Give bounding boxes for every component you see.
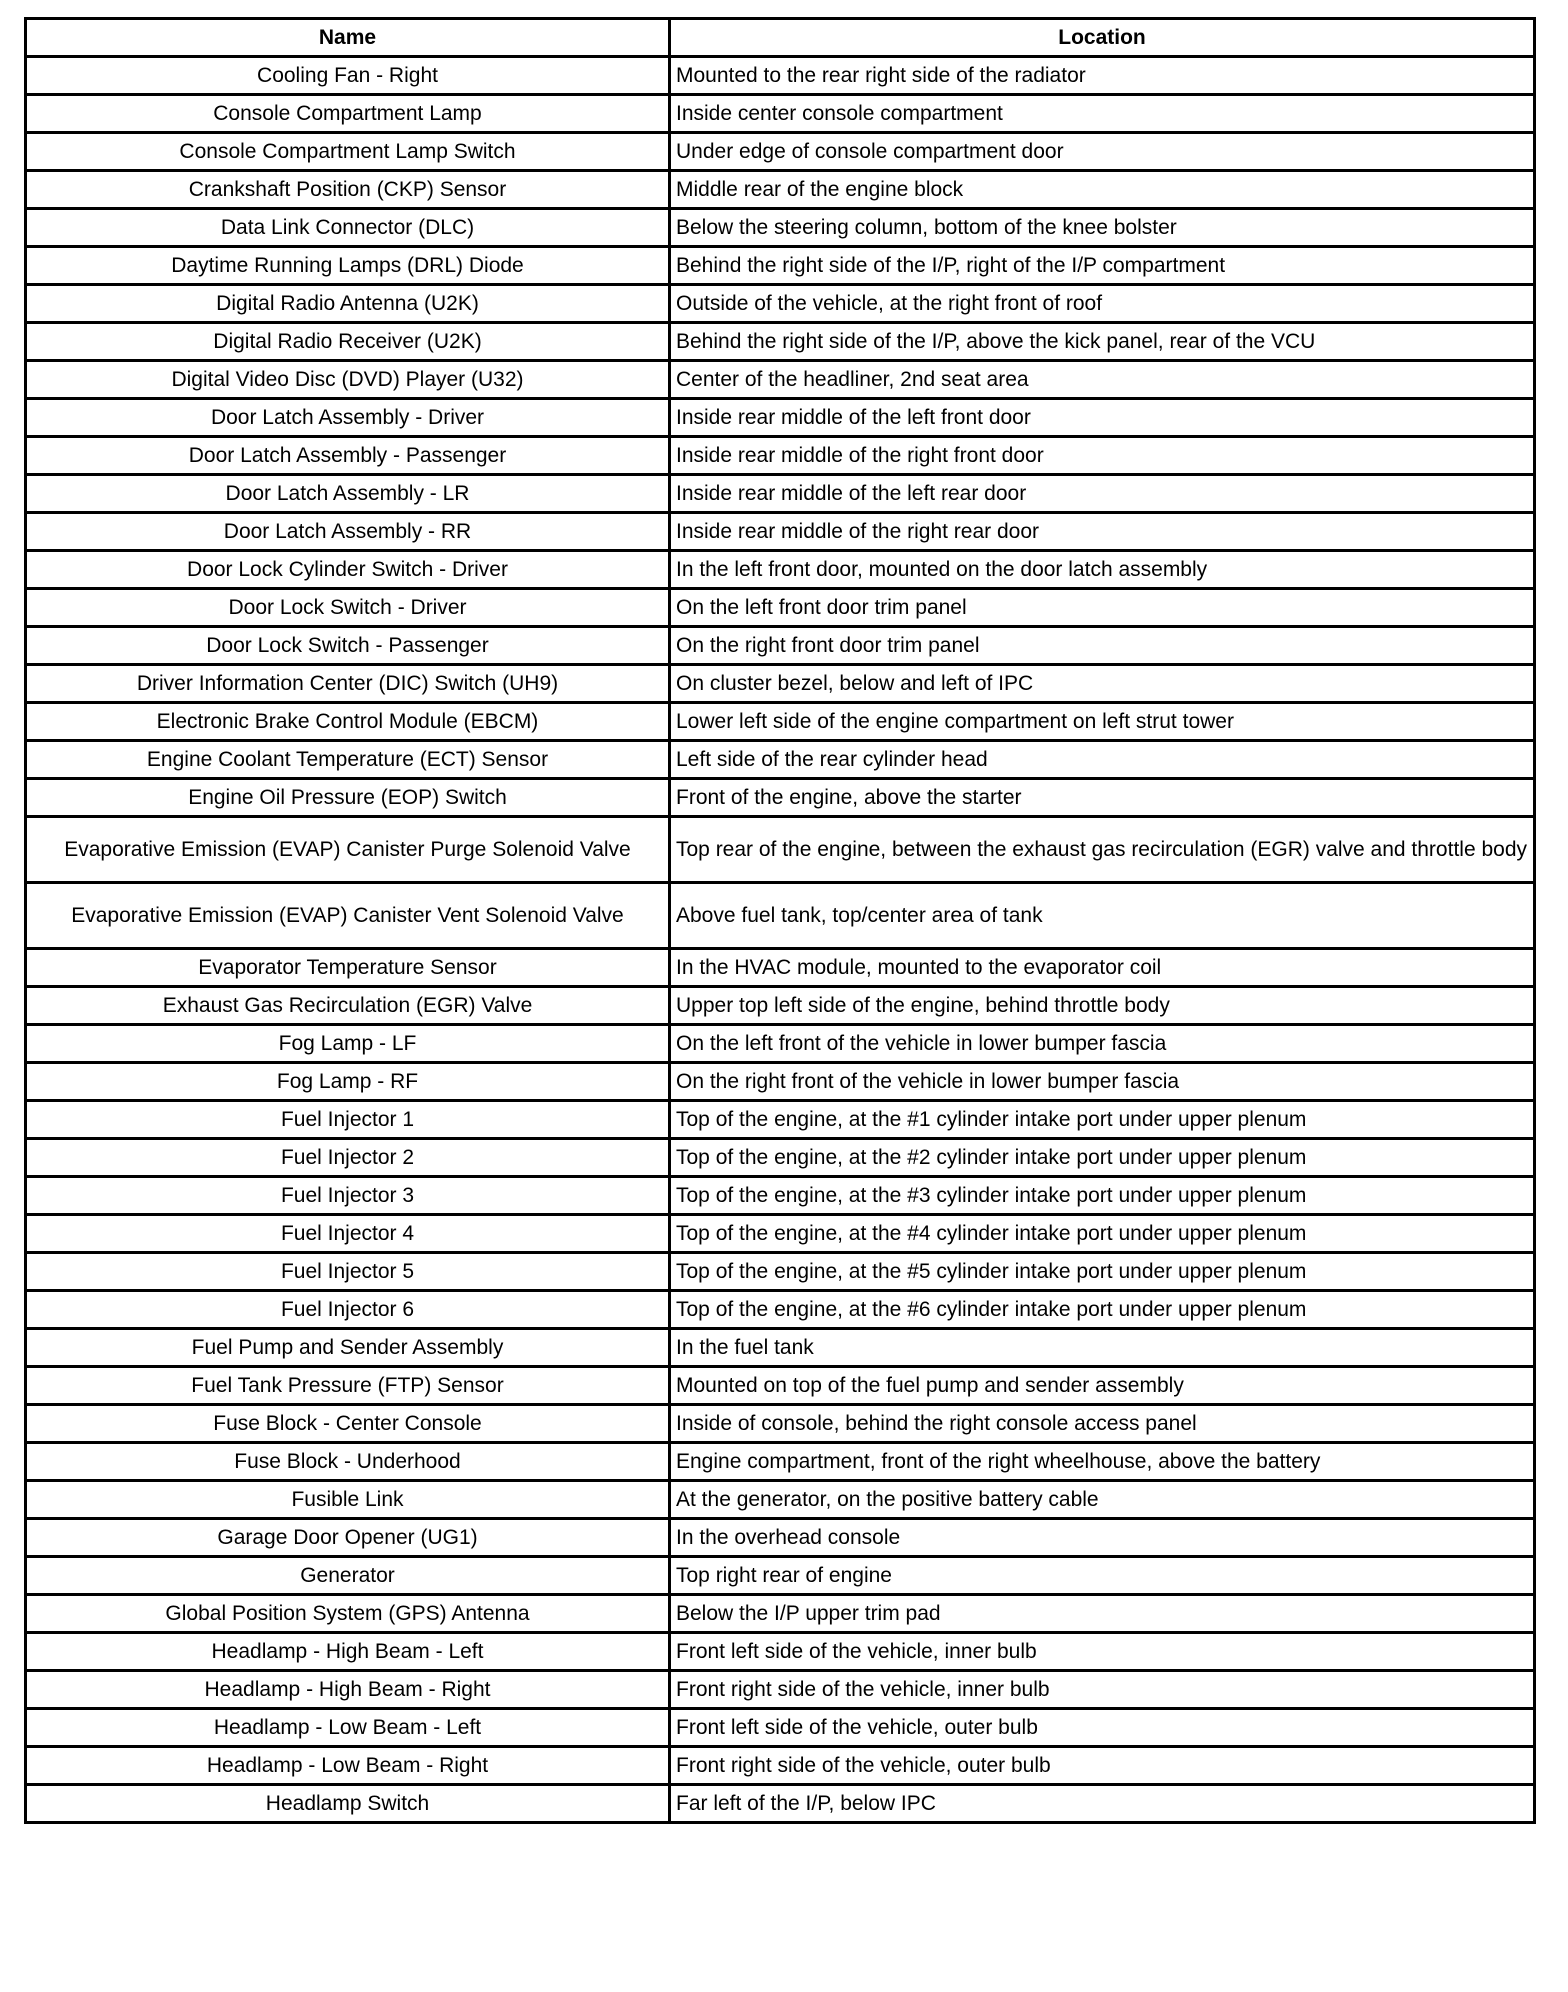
location-cell: In the overhead console: [670, 1519, 1535, 1557]
location-cell: Front left side of the vehicle, inner bulb: [670, 1633, 1535, 1671]
table-row: [26, 95, 1535, 133]
location-cell: Top rear of the engine, between the exhaust gas recirculation (EGR) valve and throttle body: [670, 817, 1535, 883]
table-row: [26, 171, 1535, 209]
table-row: [26, 741, 1535, 779]
name-cell: Headlamp - Low Beam - Right: [26, 1747, 670, 1785]
location-column-header: Location: [670, 19, 1535, 57]
location-cell: Inside rear middle of the left rear door: [670, 475, 1535, 513]
location-cell: On the right front door trim panel: [670, 627, 1535, 665]
location-cell: Engine compartment, front of the right wheelhouse, above the battery: [670, 1443, 1535, 1481]
name-cell: Fuel Injector 4: [26, 1215, 670, 1253]
location-cell: Center of the headliner, 2nd seat area: [670, 361, 1535, 399]
table-row: [26, 703, 1535, 741]
location-cell: On the left front door trim panel: [670, 589, 1535, 627]
name-cell: Console Compartment Lamp: [26, 95, 670, 133]
name-cell: Data Link Connector (DLC): [26, 209, 670, 247]
location-cell: Below the steering column, bottom of the knee bolster: [670, 209, 1535, 247]
table-row: [26, 323, 1535, 361]
name-cell: Fuel Injector 5: [26, 1253, 670, 1291]
table-row: [26, 1063, 1535, 1101]
name-cell: Fuel Injector 1: [26, 1101, 670, 1139]
name-cell: Fog Lamp - RF: [26, 1063, 670, 1101]
location-cell: Outside of the vehicle, at the right front of roof: [670, 285, 1535, 323]
table-row: [26, 285, 1535, 323]
name-cell: Engine Coolant Temperature (ECT) Sensor: [26, 741, 670, 779]
table-row: [26, 883, 1535, 949]
table-row: [26, 1557, 1535, 1595]
name-cell: Evaporative Emission (EVAP) Canister Vent Solenoid Valve: [26, 883, 670, 949]
location-cell: Top right rear of engine: [670, 1557, 1535, 1595]
table-row: [26, 1367, 1535, 1405]
table-row: [26, 1595, 1535, 1633]
name-cell: Door Latch Assembly - Passenger: [26, 437, 670, 475]
table-row: [26, 1443, 1535, 1481]
name-cell: Fuel Injector 6: [26, 1291, 670, 1329]
table-row: [26, 57, 1535, 95]
name-cell: Fuse Block - Underhood: [26, 1443, 670, 1481]
name-cell: Fuel Injector 3: [26, 1177, 670, 1215]
table-row: [26, 627, 1535, 665]
location-cell: Front right side of the vehicle, outer bulb: [670, 1747, 1535, 1785]
table-row: [26, 247, 1535, 285]
location-cell: Top of the engine, at the #6 cylinder intake port under upper plenum: [670, 1291, 1535, 1329]
table-row: [26, 779, 1535, 817]
location-cell: Left side of the rear cylinder head: [670, 741, 1535, 779]
name-cell: Door Latch Assembly - RR: [26, 513, 670, 551]
name-cell: Daytime Running Lamps (DRL) Diode: [26, 247, 670, 285]
table-row: [26, 1709, 1535, 1747]
table-row: [26, 1253, 1535, 1291]
location-cell: Behind the right side of the I/P, above the kick panel, rear of the VCU: [670, 323, 1535, 361]
name-cell: Generator: [26, 1557, 670, 1595]
location-cell: Inside rear middle of the left front door: [670, 399, 1535, 437]
table-row: [26, 1785, 1535, 1823]
location-cell: In the fuel tank: [670, 1329, 1535, 1367]
table-row: [26, 361, 1535, 399]
location-cell: Inside rear middle of the right rear door: [670, 513, 1535, 551]
location-cell: Behind the right side of the I/P, right of the I/P compartment: [670, 247, 1535, 285]
table-row: [26, 1481, 1535, 1519]
table-row: [26, 133, 1535, 171]
location-cell: Front right side of the vehicle, inner bulb: [670, 1671, 1535, 1709]
name-cell: Fuel Tank Pressure (FTP) Sensor: [26, 1367, 670, 1405]
name-cell: Digital Radio Antenna (U2K): [26, 285, 670, 323]
table-row: [26, 1101, 1535, 1139]
table-row: [26, 589, 1535, 627]
name-cell: Door Latch Assembly - Driver: [26, 399, 670, 437]
table-row: [26, 399, 1535, 437]
name-cell: Console Compartment Lamp Switch: [26, 133, 670, 171]
table-row: [26, 1405, 1535, 1443]
table-row: [26, 665, 1535, 703]
location-cell: On cluster bezel, below and left of IPC: [670, 665, 1535, 703]
name-cell: Digital Radio Receiver (U2K): [26, 323, 670, 361]
name-column-header: Name: [26, 19, 670, 57]
table-row: [26, 987, 1535, 1025]
table-row: [26, 949, 1535, 987]
location-cell: In the left front door, mounted on the door latch assembly: [670, 551, 1535, 589]
location-cell: Top of the engine, at the #3 cylinder intake port under upper plenum: [670, 1177, 1535, 1215]
table-row: [26, 1747, 1535, 1785]
name-cell: Door Latch Assembly - LR: [26, 475, 670, 513]
name-cell: Evaporator Temperature Sensor: [26, 949, 670, 987]
table-row: [26, 475, 1535, 513]
name-cell: Global Position System (GPS) Antenna: [26, 1595, 670, 1633]
location-cell: Top of the engine, at the #5 cylinder intake port under upper plenum: [670, 1253, 1535, 1291]
component-location-table: [24, 17, 1536, 1824]
name-cell: Fusible Link: [26, 1481, 670, 1519]
location-cell: On the right front of the vehicle in lower bumper fascia: [670, 1063, 1535, 1101]
name-cell: Door Lock Switch - Passenger: [26, 627, 670, 665]
header-row: [26, 19, 1535, 57]
location-cell: In the HVAC module, mounted to the evaporator coil: [670, 949, 1535, 987]
table-row: [26, 1215, 1535, 1253]
name-cell: Evaporative Emission (EVAP) Canister Purge Solenoid Valve: [26, 817, 670, 883]
name-cell: Headlamp Switch: [26, 1785, 670, 1823]
table-row: [26, 1519, 1535, 1557]
location-cell: Under edge of console compartment door: [670, 133, 1535, 171]
location-cell: Top of the engine, at the #2 cylinder intake port under upper plenum: [670, 1139, 1535, 1177]
table-row: [26, 1177, 1535, 1215]
location-cell: Inside rear middle of the right front door: [670, 437, 1535, 475]
location-cell: Front left side of the vehicle, outer bulb: [670, 1709, 1535, 1747]
table-row: [26, 551, 1535, 589]
location-cell: Lower left side of the engine compartment on left strut tower: [670, 703, 1535, 741]
location-cell: Mounted to the rear right side of the radiator: [670, 57, 1535, 95]
name-cell: Headlamp - High Beam - Left: [26, 1633, 670, 1671]
location-cell: Above fuel tank, top/center area of tank: [670, 883, 1535, 949]
table-row: [26, 817, 1535, 883]
name-cell: Engine Oil Pressure (EOP) Switch: [26, 779, 670, 817]
location-cell: Inside of console, behind the right console access panel: [670, 1405, 1535, 1443]
table-row: [26, 209, 1535, 247]
location-cell: Below the I/P upper trim pad: [670, 1595, 1535, 1633]
location-cell: Front of the engine, above the starter: [670, 779, 1535, 817]
name-cell: Cooling Fan - Right: [26, 57, 670, 95]
table-row: [26, 1291, 1535, 1329]
name-cell: Fuel Injector 2: [26, 1139, 670, 1177]
location-cell: Upper top left side of the engine, behind throttle body: [670, 987, 1535, 1025]
table-row: [26, 1329, 1535, 1367]
name-cell: Headlamp - Low Beam - Left: [26, 1709, 670, 1747]
location-cell: Far left of the I/P, below IPC: [670, 1785, 1535, 1823]
table-row: [26, 1025, 1535, 1063]
table-row: [26, 513, 1535, 551]
location-cell: Top of the engine, at the #4 cylinder intake port under upper plenum: [670, 1215, 1535, 1253]
name-cell: Crankshaft Position (CKP) Sensor: [26, 171, 670, 209]
name-cell: Fuel Pump and Sender Assembly: [26, 1329, 670, 1367]
name-cell: Driver Information Center (DIC) Switch (UH9): [26, 665, 670, 703]
name-cell: Fog Lamp - LF: [26, 1025, 670, 1063]
name-cell: Door Lock Switch - Driver: [26, 589, 670, 627]
name-cell: Digital Video Disc (DVD) Player (U32): [26, 361, 670, 399]
table-row: [26, 437, 1535, 475]
table-row: [26, 1139, 1535, 1177]
name-cell: Garage Door Opener (UG1): [26, 1519, 670, 1557]
location-cell: Inside center console compartment: [670, 95, 1535, 133]
name-cell: Door Lock Cylinder Switch - Driver: [26, 551, 670, 589]
table-row: [26, 1671, 1535, 1709]
location-cell: Top of the engine, at the #1 cylinder intake port under upper plenum: [670, 1101, 1535, 1139]
location-cell: Mounted on top of the fuel pump and sender assembly: [670, 1367, 1535, 1405]
location-cell: Middle rear of the engine block: [670, 171, 1535, 209]
name-cell: Exhaust Gas Recirculation (EGR) Valve: [26, 987, 670, 1025]
name-cell: Electronic Brake Control Module (EBCM): [26, 703, 670, 741]
name-cell: Fuse Block - Center Console: [26, 1405, 670, 1443]
table-row: [26, 1633, 1535, 1671]
name-cell: Headlamp - High Beam - Right: [26, 1671, 670, 1709]
location-cell: On the left front of the vehicle in lower bumper fascia: [670, 1025, 1535, 1063]
location-cell: At the generator, on the positive battery cable: [670, 1481, 1535, 1519]
